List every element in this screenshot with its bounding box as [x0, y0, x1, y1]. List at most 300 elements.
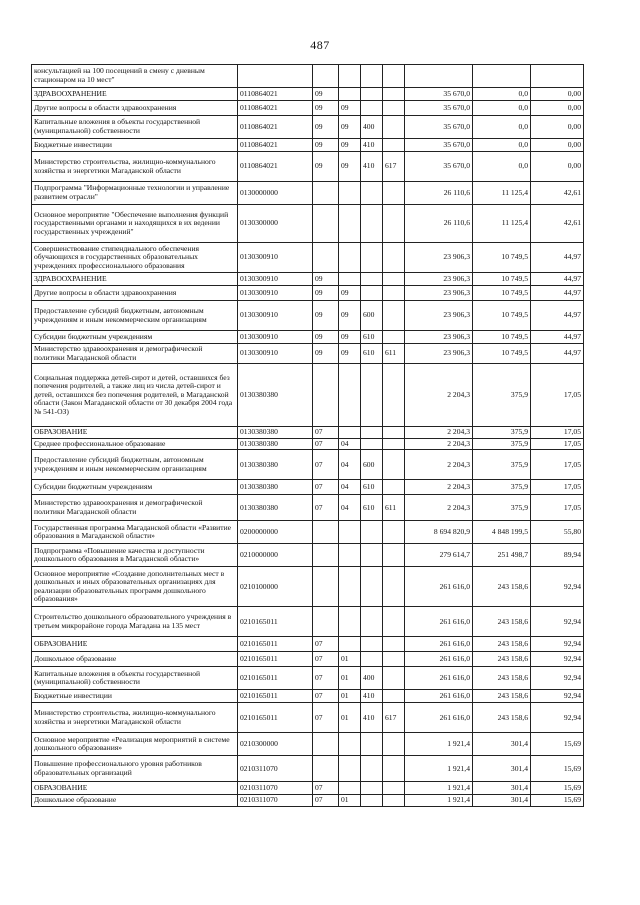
table-row — [32, 344, 584, 364]
row-admin-cell — [383, 521, 405, 544]
row-section-cell: 07 — [313, 652, 339, 667]
row-code-cell: 0130300910 — [238, 273, 313, 286]
row-section-cell: 07 — [313, 782, 339, 795]
row-subsection-cell: 01 — [339, 703, 361, 733]
row-plan-cell: 23 906,3 — [405, 286, 473, 301]
row-execution-cell: 375,9 — [473, 495, 531, 521]
budget-table-body — [32, 65, 584, 807]
row-execution-cell — [473, 65, 531, 88]
row-execution-cell: 0,0 — [473, 101, 531, 116]
row-section-cell — [313, 182, 339, 205]
row-subsection-cell — [339, 733, 361, 756]
row-execution-cell: 301,4 — [473, 733, 531, 756]
row-section-cell: 07 — [313, 690, 339, 703]
table-row — [32, 544, 584, 567]
row-name-cell: Подпрограмма "Информационные технологии и управление развитием отрасли" — [32, 182, 238, 205]
row-expense-type-cell: 400 — [361, 116, 383, 139]
row-name-cell: Основное мероприятие "Обеспечение выполнения функций государственными органами и находящихся в их ведении государственных учреждений" — [32, 205, 238, 243]
row-section-cell — [313, 521, 339, 544]
row-percent-cell: 17,05 — [531, 364, 584, 427]
row-code-cell: 0130000000 — [238, 182, 313, 205]
row-name-cell: Государственная программа Магаданской области «Развитие образования в Магаданской области» — [32, 521, 238, 544]
row-admin-cell — [383, 205, 405, 243]
row-admin-cell — [383, 243, 405, 273]
row-execution-cell: 301,4 — [473, 795, 531, 807]
row-section-cell — [313, 607, 339, 637]
row-admin-cell — [383, 652, 405, 667]
row-expense-type-cell — [361, 101, 383, 116]
row-section-cell: 09 — [313, 286, 339, 301]
row-plan-cell: 2 204,3 — [405, 438, 473, 450]
row-admin-cell — [383, 637, 405, 652]
row-code-cell: 0210311070 — [238, 782, 313, 795]
row-name-cell: Основное мероприятие «Реализация мероприятий в системе дошкольного образования» — [32, 733, 238, 756]
row-subsection-cell — [339, 273, 361, 286]
row-execution-cell: 251 498,7 — [473, 544, 531, 567]
row-plan-cell: 23 906,3 — [405, 273, 473, 286]
row-percent-cell: 15,69 — [531, 782, 584, 795]
row-execution-cell: 11 125,4 — [473, 205, 531, 243]
table-row — [32, 495, 584, 521]
row-expense-type-cell: 600 — [361, 450, 383, 480]
row-execution-cell: 10 749,5 — [473, 301, 531, 331]
row-plan-cell: 261 616,0 — [405, 637, 473, 652]
row-section-cell: 07 — [313, 795, 339, 807]
row-section-cell: 09 — [313, 331, 339, 344]
row-code-cell: 0130300000 — [238, 205, 313, 243]
row-expense-type-cell — [361, 795, 383, 807]
row-plan-cell: 1 921,4 — [405, 782, 473, 795]
row-expense-type-cell — [361, 652, 383, 667]
row-admin-cell — [383, 101, 405, 116]
row-percent-cell: 92,94 — [531, 652, 584, 667]
row-name-cell: ОБРАЗОВАНИЕ — [32, 637, 238, 652]
table-row — [32, 182, 584, 205]
table-row — [32, 152, 584, 182]
row-admin-cell — [383, 273, 405, 286]
row-percent-cell: 92,94 — [531, 637, 584, 652]
row-percent-cell: 44,97 — [531, 273, 584, 286]
row-name-cell: Министерство строительства, жилищно-коммунального хозяйства и энергетики Магаданской области — [32, 703, 238, 733]
row-plan-cell: 1 921,4 — [405, 756, 473, 782]
row-section-cell: 07 — [313, 495, 339, 521]
row-name-cell: ЗДРАВООХРАНЕНИЕ — [32, 273, 238, 286]
row-admin-cell — [383, 733, 405, 756]
row-code-cell: 0210311070 — [238, 756, 313, 782]
row-percent-cell: 55,80 — [531, 521, 584, 544]
row-code-cell: 0130380380 — [238, 427, 313, 439]
row-expense-type-cell: 410 — [361, 139, 383, 152]
row-expense-type-cell — [361, 65, 383, 88]
row-subsection-cell: 09 — [339, 301, 361, 331]
row-percent-cell: 89,94 — [531, 544, 584, 567]
row-code-cell: 0110864021 — [238, 101, 313, 116]
row-expense-type-cell — [361, 733, 383, 756]
row-percent-cell: 42,61 — [531, 182, 584, 205]
row-plan-cell: 35 670,0 — [405, 101, 473, 116]
row-percent-cell: 15,69 — [531, 795, 584, 807]
row-plan-cell: 35 670,0 — [405, 139, 473, 152]
row-section-cell: 07 — [313, 480, 339, 495]
row-admin-cell — [383, 667, 405, 690]
row-admin-cell — [383, 607, 405, 637]
row-subsection-cell: 09 — [339, 344, 361, 364]
row-code-cell: 0210300000 — [238, 733, 313, 756]
row-percent-cell: 92,94 — [531, 690, 584, 703]
row-subsection-cell: 04 — [339, 495, 361, 521]
row-admin-cell — [383, 182, 405, 205]
row-subsection-cell — [339, 607, 361, 637]
table-row — [32, 139, 584, 152]
row-percent-cell: 17,05 — [531, 427, 584, 439]
row-section-cell: 09 — [313, 344, 339, 364]
table-row — [32, 116, 584, 139]
row-plan-cell: 23 906,3 — [405, 344, 473, 364]
row-subsection-cell: 09 — [339, 101, 361, 116]
row-name-cell: Основное мероприятие «Создание дополнительных мест в дошкольных и иных образовательных организациях для реализации образовательных программ дошкольного образования» — [32, 567, 238, 607]
row-plan-cell: 261 616,0 — [405, 690, 473, 703]
row-expense-type-cell — [361, 438, 383, 450]
row-plan-cell: 35 670,0 — [405, 88, 473, 101]
row-subsection-cell: 04 — [339, 450, 361, 480]
row-percent-cell: 44,97 — [531, 286, 584, 301]
row-section-cell: 09 — [313, 273, 339, 286]
row-percent-cell: 44,97 — [531, 331, 584, 344]
row-expense-type-cell — [361, 182, 383, 205]
row-execution-cell: 243 158,6 — [473, 637, 531, 652]
row-percent-cell: 17,05 — [531, 480, 584, 495]
row-section-cell: 07 — [313, 637, 339, 652]
row-subsection-cell — [339, 205, 361, 243]
row-section-cell — [313, 733, 339, 756]
row-expense-type-cell — [361, 544, 383, 567]
row-subsection-cell — [339, 65, 361, 88]
row-section-cell: 07 — [313, 703, 339, 733]
row-expense-type-cell — [361, 88, 383, 101]
table-row — [32, 703, 584, 733]
row-plan-cell: 26 110,6 — [405, 182, 473, 205]
row-execution-cell: 301,4 — [473, 782, 531, 795]
row-section-cell: 07 — [313, 450, 339, 480]
row-plan-cell: 261 616,0 — [405, 667, 473, 690]
row-code-cell: 0110864021 — [238, 116, 313, 139]
row-code-cell: 0210165011 — [238, 652, 313, 667]
table-row — [32, 733, 584, 756]
row-name-cell: Совершенствование стипендиального обеспечения обучающихся в государственных образовательных учреждениях профессионального образования — [32, 243, 238, 273]
row-percent-cell: 0,00 — [531, 116, 584, 139]
table-row — [32, 690, 584, 703]
row-subsection-cell — [339, 544, 361, 567]
page-number: 487 — [310, 38, 330, 52]
row-code-cell: 0130380380 — [238, 364, 313, 427]
row-execution-cell: 375,9 — [473, 364, 531, 427]
row-expense-type-cell: 410 — [361, 152, 383, 182]
table-row — [32, 667, 584, 690]
row-name-cell: Строительство дошкольного образовательного учреждения в третьем микрорайоне города Магадана на 135 мест — [32, 607, 238, 637]
table-row — [32, 521, 584, 544]
row-name-cell: Бюджетные инвестиции — [32, 139, 238, 152]
row-expense-type-cell — [361, 243, 383, 273]
row-section-cell: 09 — [313, 116, 339, 139]
row-subsection-cell — [339, 243, 361, 273]
row-plan-cell: 26 110,6 — [405, 205, 473, 243]
row-execution-cell: 375,9 — [473, 427, 531, 439]
row-execution-cell: 375,9 — [473, 480, 531, 495]
row-admin-cell — [383, 331, 405, 344]
row-code-cell: 0210165011 — [238, 607, 313, 637]
row-admin-cell: 617 — [383, 703, 405, 733]
row-section-cell: 09 — [313, 139, 339, 152]
row-section-cell — [313, 567, 339, 607]
row-expense-type-cell: 600 — [361, 301, 383, 331]
row-subsection-cell — [339, 427, 361, 439]
table-row — [32, 795, 584, 807]
row-section-cell — [313, 205, 339, 243]
row-name-cell: Предоставление субсидий бюджетным, автономным учреждениям и иным некоммерческим организациям — [32, 450, 238, 480]
row-execution-cell: 301,4 — [473, 756, 531, 782]
table-row — [32, 243, 584, 273]
row-plan-cell: 1 921,4 — [405, 795, 473, 807]
row-admin-cell — [383, 301, 405, 331]
row-execution-cell: 243 158,6 — [473, 703, 531, 733]
row-subsection-cell — [339, 182, 361, 205]
row-execution-cell: 0,0 — [473, 88, 531, 101]
row-admin-cell — [383, 544, 405, 567]
row-percent-cell: 92,94 — [531, 607, 584, 637]
row-expense-type-cell — [361, 521, 383, 544]
table-row — [32, 205, 584, 243]
row-admin-cell — [383, 795, 405, 807]
row-name-cell: Среднее профессиональное образование — [32, 438, 238, 450]
row-admin-cell — [383, 364, 405, 427]
row-admin-cell — [383, 438, 405, 450]
row-subsection-cell — [339, 756, 361, 782]
row-plan-cell: 2 204,3 — [405, 450, 473, 480]
row-execution-cell: 10 749,5 — [473, 243, 531, 273]
row-code-cell: 0210311070 — [238, 795, 313, 807]
row-name-cell: ОБРАЗОВАНИЕ — [32, 782, 238, 795]
row-code-cell: 0210100000 — [238, 567, 313, 607]
row-subsection-cell: 01 — [339, 652, 361, 667]
row-name-cell: Другие вопросы в области здравоохранения — [32, 101, 238, 116]
row-expense-type-cell — [361, 273, 383, 286]
table-row — [32, 438, 584, 450]
row-plan-cell: 2 204,3 — [405, 427, 473, 439]
row-section-cell: 07 — [313, 427, 339, 439]
row-subsection-cell: 01 — [339, 795, 361, 807]
row-expense-type-cell — [361, 286, 383, 301]
row-expense-type-cell — [361, 205, 383, 243]
row-expense-type-cell — [361, 567, 383, 607]
row-subsection-cell: 04 — [339, 438, 361, 450]
row-section-cell — [313, 544, 339, 567]
row-percent-cell: 0,00 — [531, 101, 584, 116]
row-name-cell: Повышение профессионального уровня работников образовательных организаций — [32, 756, 238, 782]
row-plan-cell: 35 670,0 — [405, 152, 473, 182]
table-row — [32, 607, 584, 637]
row-name-cell: Социальная поддержка детей-сирот и детей, оставшихся без попечения родителей, а также лиц из числа детей-сирот и детей, оставшихся без попечения родителей, в Магаданской области (Закон Магаданской области от 30 декабря 2004 года № 541-ОЗ) — [32, 364, 238, 427]
row-name-cell: консультацией на 100 посещений в смену с дневным стационаром на 10 мест" — [32, 65, 238, 88]
row-subsection-cell: 09 — [339, 152, 361, 182]
row-plan-cell: 1 921,4 — [405, 733, 473, 756]
row-expense-type-cell — [361, 756, 383, 782]
row-plan-cell: 23 906,3 — [405, 301, 473, 331]
row-expense-type-cell: 410 — [361, 690, 383, 703]
row-percent-cell — [531, 65, 584, 88]
row-expense-type-cell — [361, 364, 383, 427]
row-code-cell: 0210000000 — [238, 544, 313, 567]
row-code-cell: 0210165011 — [238, 703, 313, 733]
row-execution-cell: 0,0 — [473, 139, 531, 152]
row-subsection-cell: 09 — [339, 116, 361, 139]
table-row — [32, 286, 584, 301]
row-execution-cell: 10 749,5 — [473, 331, 531, 344]
table-row — [32, 782, 584, 795]
row-code-cell: 0130300910 — [238, 286, 313, 301]
row-code-cell: 0110864021 — [238, 139, 313, 152]
row-percent-cell: 92,94 — [531, 667, 584, 690]
row-subsection-cell — [339, 782, 361, 795]
row-plan-cell: 23 906,3 — [405, 243, 473, 273]
row-admin-cell — [383, 116, 405, 139]
row-admin-cell — [383, 782, 405, 795]
row-expense-type-cell: 610 — [361, 331, 383, 344]
row-execution-cell: 375,9 — [473, 450, 531, 480]
row-plan-cell — [405, 65, 473, 88]
row-name-cell: Другие вопросы в области здравоохранения — [32, 286, 238, 301]
row-admin-cell — [383, 286, 405, 301]
row-code-cell: 0130380380 — [238, 495, 313, 521]
table-row — [32, 480, 584, 495]
row-percent-cell: 42,61 — [531, 205, 584, 243]
row-admin-cell — [383, 427, 405, 439]
row-execution-cell: 243 158,6 — [473, 652, 531, 667]
row-section-cell — [313, 243, 339, 273]
row-expense-type-cell — [361, 637, 383, 652]
row-plan-cell: 261 616,0 — [405, 703, 473, 733]
row-subsection-cell — [339, 521, 361, 544]
table-row — [32, 427, 584, 439]
row-admin-cell — [383, 690, 405, 703]
row-code-cell: 0130380380 — [238, 480, 313, 495]
row-code-cell — [238, 65, 313, 88]
row-section-cell — [313, 65, 339, 88]
row-percent-cell: 0,00 — [531, 88, 584, 101]
row-plan-cell: 261 616,0 — [405, 607, 473, 637]
row-expense-type-cell: 410 — [361, 703, 383, 733]
row-expense-type-cell: 610 — [361, 344, 383, 364]
row-execution-cell: 11 125,4 — [473, 182, 531, 205]
row-code-cell: 0130300910 — [238, 331, 313, 344]
row-percent-cell: 15,69 — [531, 733, 584, 756]
row-admin-cell — [383, 567, 405, 607]
table-row — [32, 88, 584, 101]
row-name-cell: Дошкольное образование — [32, 652, 238, 667]
row-plan-cell: 279 614,7 — [405, 544, 473, 567]
row-code-cell: 0110864021 — [238, 88, 313, 101]
row-admin-cell: 611 — [383, 495, 405, 521]
table-row — [32, 331, 584, 344]
row-admin-cell: 617 — [383, 152, 405, 182]
row-execution-cell: 10 749,5 — [473, 286, 531, 301]
row-section-cell: 07 — [313, 667, 339, 690]
row-name-cell: Субсидии бюджетным учреждениям — [32, 331, 238, 344]
row-subsection-cell: 09 — [339, 331, 361, 344]
row-name-cell: Бюджетные инвестиции — [32, 690, 238, 703]
row-percent-cell: 17,05 — [531, 450, 584, 480]
row-execution-cell: 243 158,6 — [473, 667, 531, 690]
row-section-cell: 07 — [313, 438, 339, 450]
row-expense-type-cell: 610 — [361, 480, 383, 495]
row-name-cell: ОБРАЗОВАНИЕ — [32, 427, 238, 439]
row-percent-cell: 92,94 — [531, 703, 584, 733]
row-plan-cell: 2 204,3 — [405, 364, 473, 427]
row-code-cell: 0210165011 — [238, 667, 313, 690]
table-row — [32, 652, 584, 667]
row-admin-cell — [383, 65, 405, 88]
table-row — [32, 301, 584, 331]
row-section-cell: 09 — [313, 152, 339, 182]
table-row — [32, 65, 584, 88]
row-subsection-cell — [339, 364, 361, 427]
row-execution-cell: 0,0 — [473, 116, 531, 139]
row-subsection-cell: 01 — [339, 667, 361, 690]
row-subsection-cell: 09 — [339, 286, 361, 301]
row-section-cell: 09 — [313, 88, 339, 101]
row-code-cell: 0130300910 — [238, 243, 313, 273]
row-expense-type-cell: 610 — [361, 495, 383, 521]
row-name-cell: Подпрограмма «Повышение качества и доступности дошкольного образования в Магаданской области» — [32, 544, 238, 567]
table-row — [32, 637, 584, 652]
row-expense-type-cell: 400 — [361, 667, 383, 690]
row-name-cell: Министерство здравоохранения и демографической политики Магаданской области — [32, 344, 238, 364]
row-name-cell: Министерство строительства, жилищно-коммунального хозяйства и энергетики Магаданской области — [32, 152, 238, 182]
row-admin-cell — [383, 450, 405, 480]
row-section-cell: 09 — [313, 101, 339, 116]
table-row — [32, 567, 584, 607]
table-row — [32, 101, 584, 116]
row-plan-cell: 23 906,3 — [405, 331, 473, 344]
row-percent-cell: 0,00 — [531, 139, 584, 152]
row-plan-cell: 8 694 820,9 — [405, 521, 473, 544]
row-name-cell: ЗДРАВООХРАНЕНИЕ — [32, 88, 238, 101]
row-code-cell: 0130300910 — [238, 344, 313, 364]
row-execution-cell: 243 158,6 — [473, 567, 531, 607]
row-percent-cell: 92,94 — [531, 567, 584, 607]
row-execution-cell: 243 158,6 — [473, 690, 531, 703]
table-row — [32, 273, 584, 286]
row-execution-cell: 375,9 — [473, 438, 531, 450]
row-plan-cell: 2 204,3 — [405, 495, 473, 521]
table-row — [32, 450, 584, 480]
row-percent-cell: 44,97 — [531, 344, 584, 364]
table-row — [32, 364, 584, 427]
row-subsection-cell — [339, 88, 361, 101]
row-name-cell: Субсидии бюджетным учреждениям — [32, 480, 238, 495]
row-admin-cell — [383, 480, 405, 495]
row-subsection-cell: 09 — [339, 139, 361, 152]
row-expense-type-cell — [361, 607, 383, 637]
row-plan-cell: 261 616,0 — [405, 652, 473, 667]
row-subsection-cell — [339, 637, 361, 652]
row-code-cell: 0130300910 — [238, 301, 313, 331]
row-execution-cell: 243 158,6 — [473, 607, 531, 637]
row-percent-cell: 17,05 — [531, 495, 584, 521]
row-subsection-cell: 01 — [339, 690, 361, 703]
row-plan-cell: 2 204,3 — [405, 480, 473, 495]
row-code-cell: 0110864021 — [238, 152, 313, 182]
row-admin-cell — [383, 139, 405, 152]
